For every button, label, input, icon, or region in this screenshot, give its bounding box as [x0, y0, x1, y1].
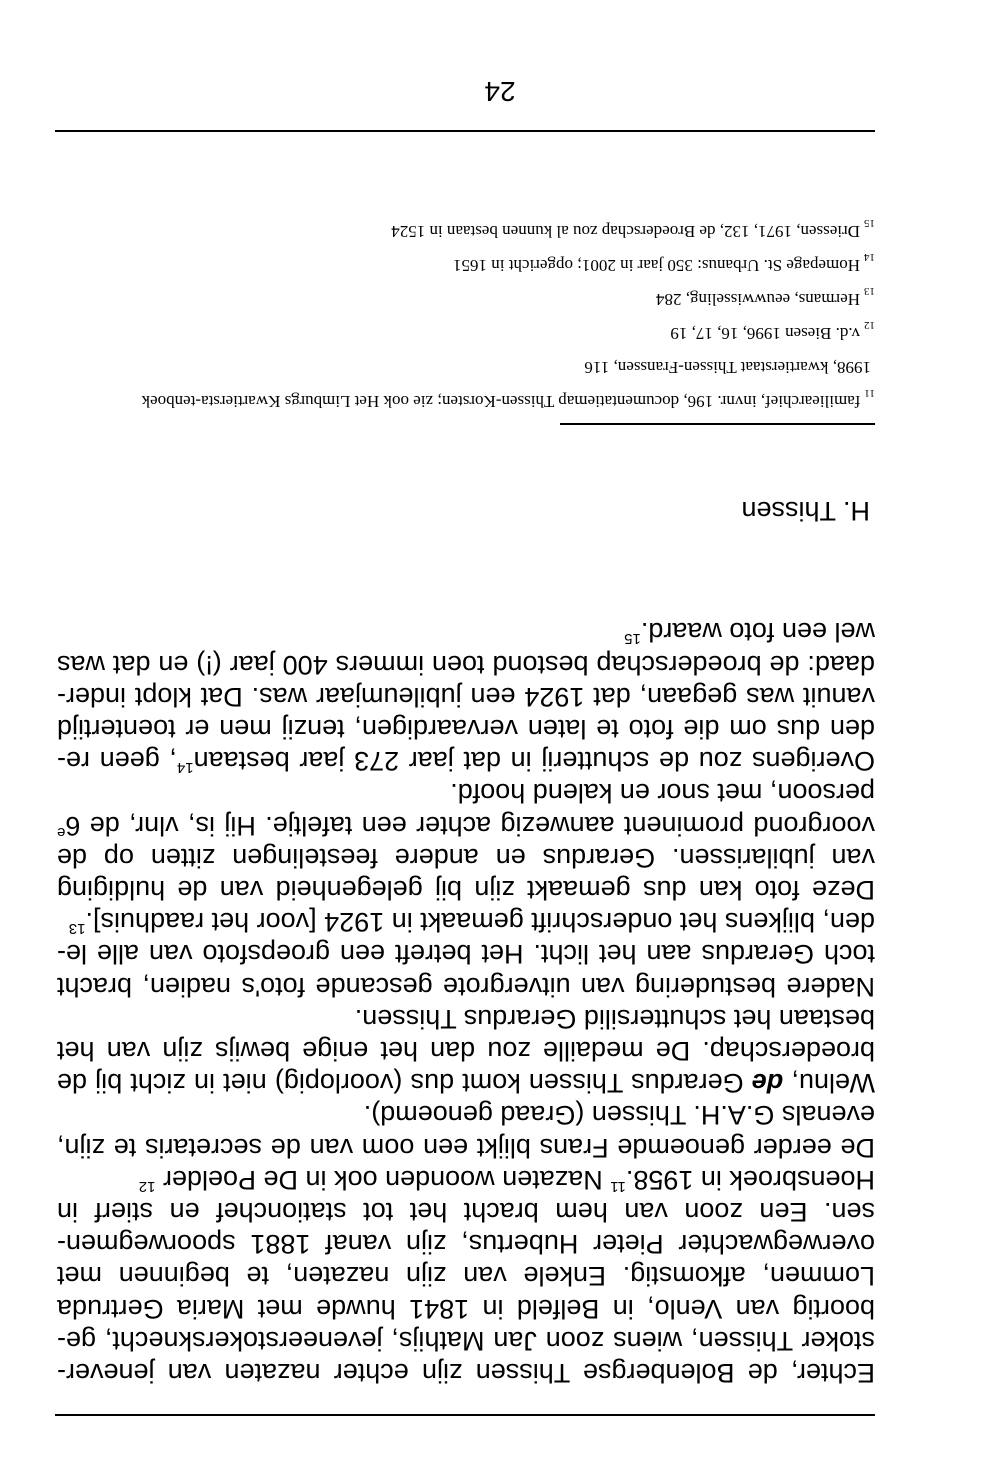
- footnote-ref-14: 14: [176, 759, 194, 777]
- footnote-ref-13: 13: [68, 920, 86, 938]
- paragraph-2-text: De eerder genoemde Frans blijkt een oom van de secretaris te zijn, evenals G.A.H. Thissen (Graad genoemd).: [57, 1100, 875, 1163]
- footnote-item: [55, 387, 875, 413]
- footnote-item: [55, 251, 875, 277]
- footnote-number: 12: [864, 319, 875, 331]
- footnote-item: [55, 285, 875, 311]
- paragraph-6-text-2: , geen re-den dus om die foto te laten vervaardigen, tenzij men er toentertijd vanuit was gegaan, dat 1924 een jubileumjaar was. Dat klopt inder-daad: de broederschap bestond toen immers 400 jaar (!) en dat was wel een foto waard.: [57, 617, 875, 777]
- page-number: 24: [484, 76, 516, 107]
- paragraph-1-text-2: Nazaten woonden ook in De Poelder: [162, 1164, 611, 1195]
- footnote-rule: [560, 423, 875, 425]
- emphasis-de: de: [751, 1068, 784, 1099]
- footnote-number: 11: [864, 387, 875, 399]
- footnote-text: Hermans, eeuwwisseling, 284: [656, 290, 860, 309]
- footnote-text: Driessen, 1971, 132, de Broederschap zou al kunnen bestaan in 1524: [391, 222, 860, 241]
- footnote-number: 13: [864, 285, 875, 297]
- footnote-number: 15: [864, 217, 875, 229]
- paragraph-3-text-a: Welnu,: [783, 1068, 875, 1099]
- footnotes: [55, 209, 875, 413]
- footnote-number: 14: [864, 251, 875, 263]
- footnote-item: [55, 353, 875, 379]
- footnote-item: [55, 319, 875, 345]
- footnote-ref-11: 11: [610, 1177, 626, 1195]
- paragraph-6-text: Overigens zou de schutterij in dat jaar 273 jaar bestaan: [193, 746, 875, 777]
- top-rule: [55, 1414, 875, 1416]
- footnote-text: v.d. Biesen 1996, 16, 17, 19: [670, 324, 860, 343]
- footnote-text: 1998, kwartierstaat Thissen-Franssen, 116: [584, 358, 871, 377]
- footnote-text: Homepage St. Urbanus: 350 jaar in 2001; opgericht in 1651: [453, 256, 860, 275]
- paragraph-5-text-2: persoon, met snor en kalend hoofd.: [450, 778, 875, 809]
- footnote-ref-12: 12: [138, 1177, 156, 1195]
- ordinal-superscript: e: [57, 823, 66, 841]
- paragraph-3: [57, 1003, 875, 1100]
- paragraph-2: [57, 1099, 875, 1163]
- signature: H. Thissen: [741, 496, 870, 526]
- body-text: [57, 616, 875, 1389]
- paragraph-1: [57, 1164, 875, 1389]
- paragraph-3-text-b: Gerardus Thissen komt dus (voorlopig) niet in zicht bij de broederschap. De medaille zou dan het enige bewijs zijn van het bestaan het schuttersilid Gerardus Thissen.: [57, 1003, 875, 1099]
- paragraph-5-text: Deze foto kan dus gemaakt zijn bij gelegenheid van de huldiging van jubilarissen. Gerardus en andere feestelingen zitten op de voorgrond prominent aanwezig achter een tafeltje. Hij is, vlnr, de 6: [57, 810, 875, 905]
- paragraph-4: [57, 906, 875, 1003]
- footnote-item: [55, 217, 875, 243]
- paragraph-1-text: Echter, de Bolenbergse Thissen zijn echter nazaten van jenever-stoker Thissen, wiens zoon Jan Mathijs, jeveneerstokersknecht, ge-boortig van Venlo, in Belfeld in 1841 huwde met Maria Gertruda Lommen, afkomstig. Enkele van zijn nazaten, te beginnen met overwegwachter Pieter Hubertus, zijn vanaf 1881 spoorwegmen-sen. Een zoon van hem bracht het tot stationchef en stierf in Hoensbroek in 1958.: [57, 1164, 875, 1388]
- paragraph-5: [57, 777, 875, 906]
- paragraph-6: [57, 616, 875, 777]
- footnote-text: familiearchief, invnr. 196, documentatiemap Thissen-Korsten; zie ook Het Limburgs Kwartiersta-tenboek: [141, 392, 861, 411]
- bottom-rule: [55, 130, 875, 132]
- paragraph-4-text: Nadere bestudering van uitvergrote gescande foto's nadien, bracht toch Gerardus aan het licht. Het betreft een groepsfoto van alle le-den, blijkens het onderschrift gemaakt in 1924 [voor het raadhuis].: [57, 907, 875, 1002]
- footnote-ref-15: 15: [624, 630, 641, 648]
